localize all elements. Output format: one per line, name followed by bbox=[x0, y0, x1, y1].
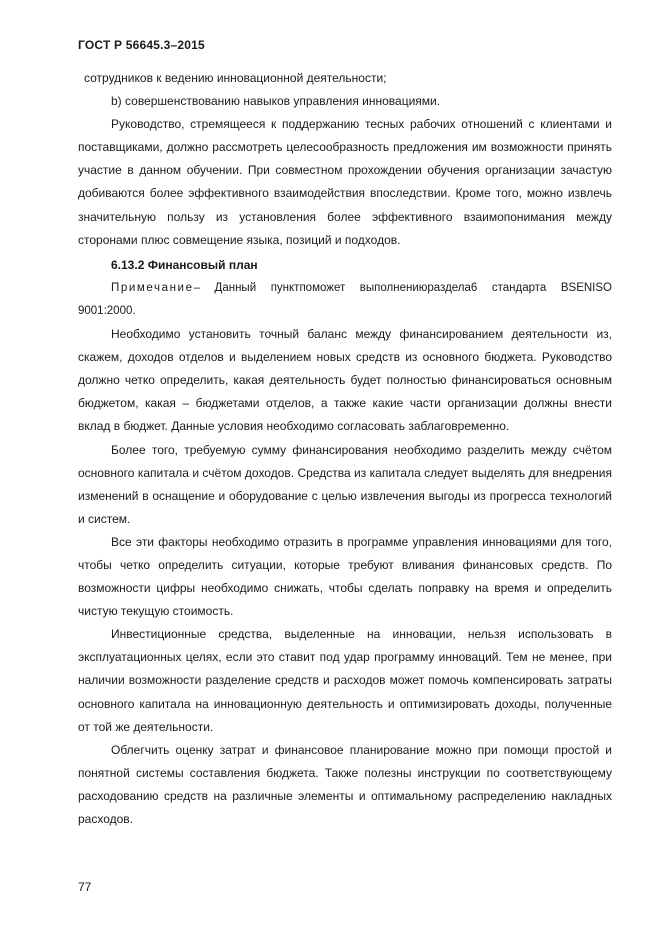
document-body bbox=[78, 67, 612, 831]
document-header: ГОСТ Р 56645.3–2015 bbox=[78, 38, 205, 52]
paragraph: Руководство, стремящееся к поддержанию тесных рабочих отношений с клиентами и поставщиками, должно рассмотреть целесообразность предложения им возможности принять участие в данном обучении. При совместном прохождении обучения организации зачастую добиваются более эффективного взаимодействия впоследствии. Кроме того, можно извлечь значительную пользу из установления более эффективного взаимопонимания между сторонами плюс совмещение языка, позиций и подходов. bbox=[78, 117, 612, 247]
note-text: – Данный пунктпоможет выполнениюраздела6 стандарта BSENISO 9001:2000. bbox=[78, 281, 612, 317]
paragraph: Инвестиционные средства, выделенные на инновации, нельзя использовать в эксплуатационных целях, если это ставит под удар программу инноваций. Тем не менее, при наличии возможности разделение средств и расходов может помочь компенсировать затраты основного капитала на инновационную деятельность и оптимизировать доходы, полученные от той же деятельности. bbox=[78, 627, 612, 734]
page-number: 77 bbox=[78, 880, 92, 894]
list-item: b) совершенствованию навыков управления инновациями. bbox=[111, 94, 441, 109]
paragraph: Более того, требуемую сумму финансирования необходимо разделить между счётом основного капитала и счётом доходов. Средства из капитала следует выделять для внедрения изменений в оснащение и оборудование с целью извлечения выгоды из прогресса технологий и систем. bbox=[78, 442, 612, 526]
paragraph: Облегчить оценку затрат и финансовое планирование можно при помощи простой и понятной системы составления бюджета. Также полезны инструкции по соответствующему расходованию средств на различные элементы и оптимальному распределению накладных расходов. bbox=[78, 742, 612, 826]
note bbox=[78, 277, 612, 323]
paragraph: сотрудников к ведению инновационной деятельности; bbox=[84, 71, 387, 85]
paragraph: Все эти факторы необходимо отразить в программе управления инновациями для того, чтобы четко определить ситуации, которые требуют вливания финансовых средств. По возможности цифры необходимо снижать, чтобы сделать поправку на время и определить чистую текущую стоимость. bbox=[78, 534, 612, 619]
paragraph: Необходимо установить точный баланс между финансированием деятельности из, скажем, доходов отделов и выделением новых средств из основного бюджета. Руководство должно четко определить, какая деятельность будет полностью финансироваться основным бюджетом, какая – бюджетами отделов, а также какие части организации должны внести вклад в бюджет. Данные условия необходимо согласовать заблаговременно. bbox=[78, 327, 612, 434]
note-label: Примечание bbox=[111, 281, 194, 294]
section-heading: 6.13.2 Финансовый план bbox=[111, 257, 258, 272]
